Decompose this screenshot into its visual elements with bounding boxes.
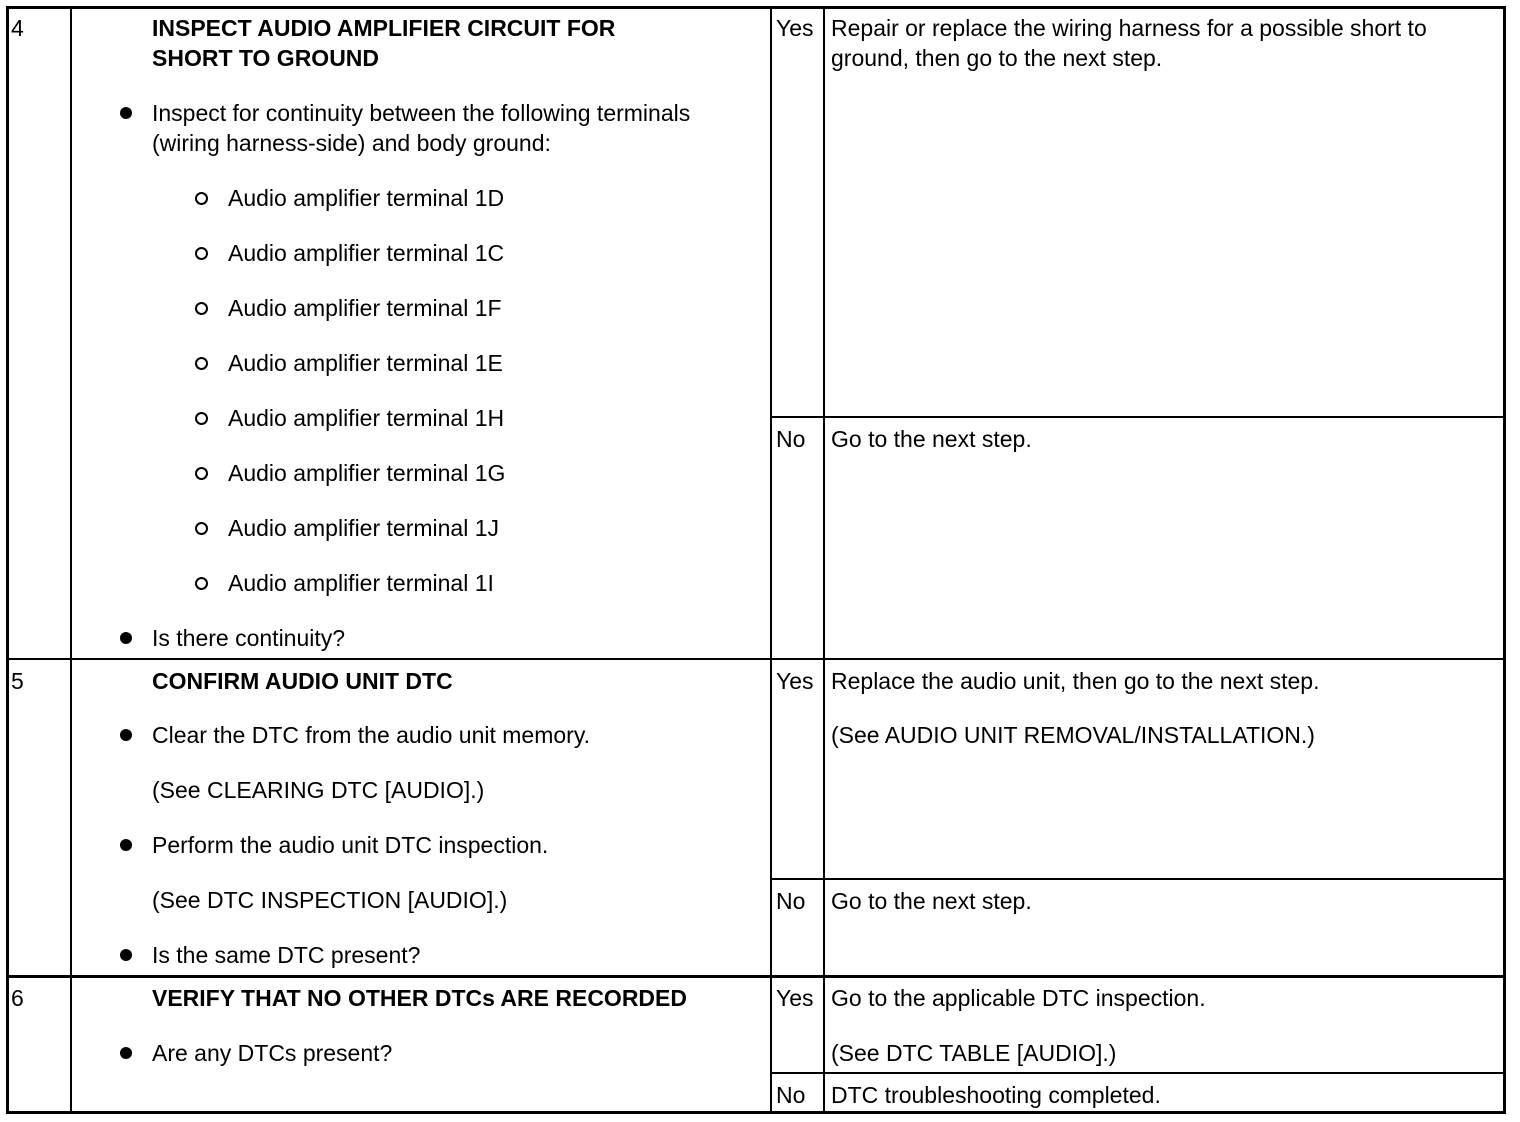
- yes-label: Yes: [776, 985, 814, 1011]
- yes-no-divider-4: [770, 416, 1506, 418]
- bullet-icon: [120, 729, 132, 741]
- terminal-item: Audio amplifier terminal 1D: [228, 185, 505, 211]
- yes-reference: (See DTC TABLE [AUDIO].): [831, 1040, 1117, 1066]
- terminal-item: Audio amplifier terminal 1G: [228, 460, 506, 486]
- row-divider-4-5: [6, 658, 1506, 660]
- step-title: VERIFY THAT NO OTHER DTCs ARE RECORDED: [152, 985, 687, 1011]
- column-divider-step: [70, 6, 72, 1114]
- bullet-icon: [120, 839, 132, 851]
- step-title: SHORT TO GROUND: [152, 45, 380, 71]
- yes-label: Yes: [776, 668, 814, 694]
- instruction: (wiring harness-side) and body ground:: [152, 130, 551, 156]
- row-divider-5-6: [6, 975, 1506, 978]
- circle-bullet-icon: [195, 577, 208, 590]
- reference: (See DTC INSPECTION [AUDIO].): [152, 887, 508, 913]
- reference: (See CLEARING DTC [AUDIO].): [152, 777, 485, 803]
- question: Is there continuity?: [152, 625, 346, 651]
- bullet-icon: [120, 107, 132, 119]
- yes-action: Go to the applicable DTC inspection.: [831, 985, 1206, 1011]
- column-divider-action: [770, 6, 772, 1114]
- step-number: 4: [11, 15, 24, 41]
- no-label: No: [776, 426, 806, 452]
- step-title: INSPECT AUDIO AMPLIFIER CIRCUIT FOR: [152, 15, 616, 41]
- circle-bullet-icon: [195, 357, 208, 370]
- bullet-icon: [120, 632, 132, 644]
- circle-bullet-icon: [195, 522, 208, 535]
- circle-bullet-icon: [195, 412, 208, 425]
- instruction: Clear the DTC from the audio unit memory.: [152, 722, 591, 748]
- yes-label: Yes: [776, 15, 814, 41]
- yes-action: Replace the audio unit, then go to the next step.: [831, 668, 1320, 694]
- circle-bullet-icon: [195, 192, 208, 205]
- bullet-icon: [120, 1047, 132, 1059]
- yes-no-divider-5: [770, 878, 1506, 880]
- yes-no-divider-6: [770, 1072, 1506, 1074]
- no-action: DTC troubleshooting completed.: [831, 1082, 1161, 1108]
- column-divider-result: [823, 6, 825, 1114]
- step-number: 6: [11, 985, 24, 1011]
- instruction: Inspect for continuity between the following terminals: [152, 100, 691, 126]
- no-action: Go to the next step.: [831, 426, 1032, 452]
- terminal-item: Audio amplifier terminal 1E: [228, 350, 503, 376]
- question: Is the same DTC present?: [152, 942, 421, 968]
- yes-reference: (See AUDIO UNIT REMOVAL/INSTALLATION.): [831, 722, 1315, 748]
- circle-bullet-icon: [195, 247, 208, 260]
- yes-action: Repair or replace the wiring harness for a possible short to: [831, 15, 1427, 41]
- no-label: No: [776, 888, 806, 914]
- circle-bullet-icon: [195, 467, 208, 480]
- terminal-item: Audio amplifier terminal 1I: [228, 570, 494, 596]
- no-action: Go to the next step.: [831, 888, 1032, 914]
- question: Are any DTCs present?: [152, 1040, 393, 1066]
- step-number: 5: [11, 668, 24, 694]
- terminal-item: Audio amplifier terminal 1F: [228, 295, 502, 321]
- terminal-item: Audio amplifier terminal 1C: [228, 240, 505, 266]
- terminal-item: Audio amplifier terminal 1H: [228, 405, 505, 431]
- step-title: CONFIRM AUDIO UNIT DTC: [152, 668, 453, 694]
- no-label: No: [776, 1082, 806, 1108]
- circle-bullet-icon: [195, 302, 208, 315]
- bullet-icon: [120, 949, 132, 961]
- instruction: Perform the audio unit DTC inspection.: [152, 832, 549, 858]
- terminal-item: Audio amplifier terminal 1J: [228, 515, 500, 541]
- yes-action: ground, then go to the next step.: [831, 45, 1163, 71]
